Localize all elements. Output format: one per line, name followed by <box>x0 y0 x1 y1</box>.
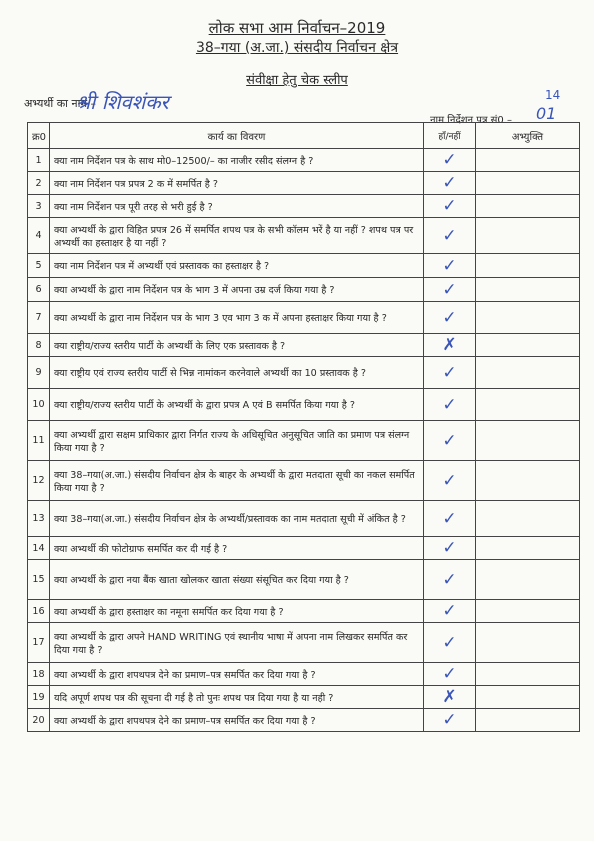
row-serial: 5 <box>28 254 50 278</box>
row-serial: 18 <box>28 663 50 686</box>
table-row <box>28 334 580 357</box>
checklist-table <box>27 122 580 732</box>
row-serial: 13 <box>28 501 50 537</box>
row-answer-mark: ✓ <box>424 501 476 537</box>
table-row <box>28 600 580 623</box>
row-answer-mark: ✓ <box>424 172 476 195</box>
row-description: क्या नाम निर्देशन पत्र पूरी तरह से भरी हुई है ? <box>50 195 424 218</box>
row-answer-mark: ✓ <box>424 195 476 218</box>
row-remarks <box>476 461 580 501</box>
row-serial: 10 <box>28 389 50 421</box>
row-serial: 3 <box>28 195 50 218</box>
row-serial: 14 <box>28 537 50 560</box>
row-answer-mark: ✓ <box>424 357 476 389</box>
row-remarks <box>476 623 580 663</box>
col-header-yes-no: हाँ/नहीं <box>424 123 476 149</box>
row-remarks <box>476 278 580 302</box>
row-description: क्या अभ्यर्थी के द्वारा अपने HAND WRITING एवं स्थानीय भाषा में अपना नाम लिखकर समर्पित कर दिया गया है ? <box>50 623 424 663</box>
row-description: क्या अभ्यर्थी के द्वारा शपथपत्र देने का प्रमाण–पत्र समर्पित कर दिया गया है ? <box>50 663 424 686</box>
row-remarks <box>476 663 580 686</box>
row-description: यदि अपूर्ण शपथ पत्र की सूचना दी गई है तो पुनः शपथ पत्र दिया गया है या नही ? <box>50 686 424 709</box>
col-header-serial: क्र0 <box>28 123 50 149</box>
row-serial: 8 <box>28 334 50 357</box>
row-description: क्या अभ्यर्थी के द्वारा विहित प्रपत्र 26 में समर्पित शपथ पत्र के सभी कॉलम भरें है या नहीं ? शपथ पत्र पर अभ्यर्थी का हस्ताक्षर है या नहीं ? <box>50 218 424 254</box>
table-row <box>28 302 580 334</box>
row-serial: 1 <box>28 149 50 172</box>
row-serial: 6 <box>28 278 50 302</box>
table-row <box>28 195 580 218</box>
row-answer-mark: ✗ <box>424 686 476 709</box>
row-remarks <box>476 334 580 357</box>
row-remarks <box>476 172 580 195</box>
row-description: क्या अभ्यर्थी के द्वारा नाम निर्देशन पत्र के भाग 3 में अपना उम्र दर्ज किया गया है ? <box>50 278 424 302</box>
table-row <box>28 357 580 389</box>
row-answer-mark: ✓ <box>424 663 476 686</box>
table-row <box>28 389 580 421</box>
row-description: क्या अभ्यर्थी के द्वारा नाम निर्देशन पत्र के भाग 3 एव भाग 3 क में अपना हस्ताक्षर किया गया है ? <box>50 302 424 334</box>
row-remarks <box>476 560 580 600</box>
nomination-number-label: नाम निर्देशन पत्र सं0 – <box>430 115 512 126</box>
row-remarks <box>476 254 580 278</box>
row-remarks <box>476 600 580 623</box>
row-remarks <box>476 421 580 461</box>
row-serial: 12 <box>28 461 50 501</box>
row-description: क्या अभ्यर्थी के द्वारा हस्ताक्षर का नमूना समर्पित कर दिया गया है ? <box>50 600 424 623</box>
table-row <box>28 663 580 686</box>
candidate-name-label: अभ्यर्थी का नाम – <box>24 97 97 110</box>
row-description: क्या नाम निर्देशन पत्र प्रपत्र 2 क में समर्पित है ? <box>50 172 424 195</box>
row-remarks <box>476 501 580 537</box>
row-answer-mark: ✓ <box>424 278 476 302</box>
row-serial: 4 <box>28 218 50 254</box>
table-row <box>28 560 580 600</box>
row-answer-mark: ✓ <box>424 389 476 421</box>
table-row <box>28 218 580 254</box>
row-description: क्या 38–गया(अ.जा.) संसदीय निर्वाचन क्षेत्र के अभ्यर्थी/प्रस्तावक का नाम मतदाता सूची में अंकित है ? <box>50 501 424 537</box>
row-description: क्या 38–गया(अ.जा.) संसदीय निर्वाचन क्षेत्र के बाहर के अभ्यर्थी के द्वारा मतदाता सूची का नकल समर्पित किया गया है ? <box>50 461 424 501</box>
row-description: क्या राष्ट्रीय/राज्य स्तरीय पार्टी के अभ्यर्थी के द्वारा प्रपत्र A एवं B समर्पित किया गया है ? <box>50 389 424 421</box>
row-remarks <box>476 537 580 560</box>
table-row <box>28 421 580 461</box>
row-remarks <box>476 149 580 172</box>
row-serial: 7 <box>28 302 50 334</box>
table-row <box>28 537 580 560</box>
row-description: क्या राष्ट्रीय/राज्य स्तरीय पार्टी के अभ्यर्थी के लिए एक प्रस्तावक है ? <box>50 334 424 357</box>
col-header-description: कार्य का विवरण <box>50 123 424 149</box>
nomination-top-mark: 14 <box>545 88 561 102</box>
row-description: क्या अभ्यर्थी द्वारा सक्षम प्राधिकार द्वारा निर्गत राज्य के अधिसूचित अनुसूचित जाति का प्रमाण पत्र संलग्न किया गया है ? <box>50 421 424 461</box>
table-row <box>28 172 580 195</box>
row-remarks <box>476 218 580 254</box>
row-remarks <box>476 686 580 709</box>
table-row <box>28 461 580 501</box>
table-row <box>28 709 580 732</box>
row-description: क्या नाम निर्देशन पत्र के साथ मो0–12500/– का नाजीर रसीद संलग्न है ? <box>50 149 424 172</box>
row-answer-mark: ✓ <box>424 709 476 732</box>
row-description: क्या नाम निर्देशन पत्र में अभ्यर्थी एवं प्रस्तावक का हस्ताक्षर है ? <box>50 254 424 278</box>
row-serial: 9 <box>28 357 50 389</box>
row-answer-mark: ✓ <box>424 623 476 663</box>
row-remarks <box>476 302 580 334</box>
election-title: लोक सभा आम निर्वाचन–2019 <box>208 19 386 37</box>
table-row <box>28 623 580 663</box>
row-remarks <box>476 389 580 421</box>
table-row <box>28 686 580 709</box>
row-answer-mark: ✓ <box>424 421 476 461</box>
col-header-remarks: अभ्युक्ति <box>476 123 580 149</box>
row-answer-mark: ✓ <box>424 254 476 278</box>
row-answer-mark: ✓ <box>424 149 476 172</box>
row-serial: 20 <box>28 709 50 732</box>
row-description: क्या राष्ट्रीय एवं राज्य स्तरीय पार्टी से भिन्न नामांकन करनेवाले अभ्यर्थी का 10 प्रस्तावक है ? <box>50 357 424 389</box>
row-serial: 11 <box>28 421 50 461</box>
slip-title: संवीक्षा हेतु चेक स्लीप <box>246 73 348 88</box>
row-description: क्या अभ्यर्थी के द्वारा नया बैंक खाता खोलकर खाता संख्या संसूचित कर दिया गया है ? <box>50 560 424 600</box>
row-description: क्या अभ्यर्थी की फोटोग्राफ समर्पित कर दी गई है ? <box>50 537 424 560</box>
row-remarks <box>476 709 580 732</box>
row-answer-mark: ✗ <box>424 334 476 357</box>
row-serial: 16 <box>28 600 50 623</box>
row-answer-mark: ✓ <box>424 600 476 623</box>
candidate-name-value: श्री शिवशंकर <box>76 90 169 114</box>
table-row <box>28 278 580 302</box>
row-serial: 17 <box>28 623 50 663</box>
row-remarks <box>476 195 580 218</box>
row-remarks <box>476 357 580 389</box>
constituency-title: 38–गया (अ.जा.) संसदीय निर्वाचन क्षेत्र <box>195 40 399 56</box>
row-serial: 19 <box>28 686 50 709</box>
row-serial: 15 <box>28 560 50 600</box>
table-row <box>28 149 580 172</box>
row-answer-mark: ✓ <box>424 461 476 501</box>
row-serial: 2 <box>28 172 50 195</box>
row-answer-mark: ✓ <box>424 218 476 254</box>
row-answer-mark: ✓ <box>424 302 476 334</box>
nomination-number-value: 01 <box>536 104 557 123</box>
row-description: क्या अभ्यर्थी के द्वारा शपथपत्र देने का प्रमाण–पत्र समर्पित कर दिया गया है ? <box>50 709 424 732</box>
row-answer-mark: ✓ <box>424 537 476 560</box>
table-row <box>28 254 580 278</box>
table-row <box>28 501 580 537</box>
row-answer-mark: ✓ <box>424 560 476 600</box>
